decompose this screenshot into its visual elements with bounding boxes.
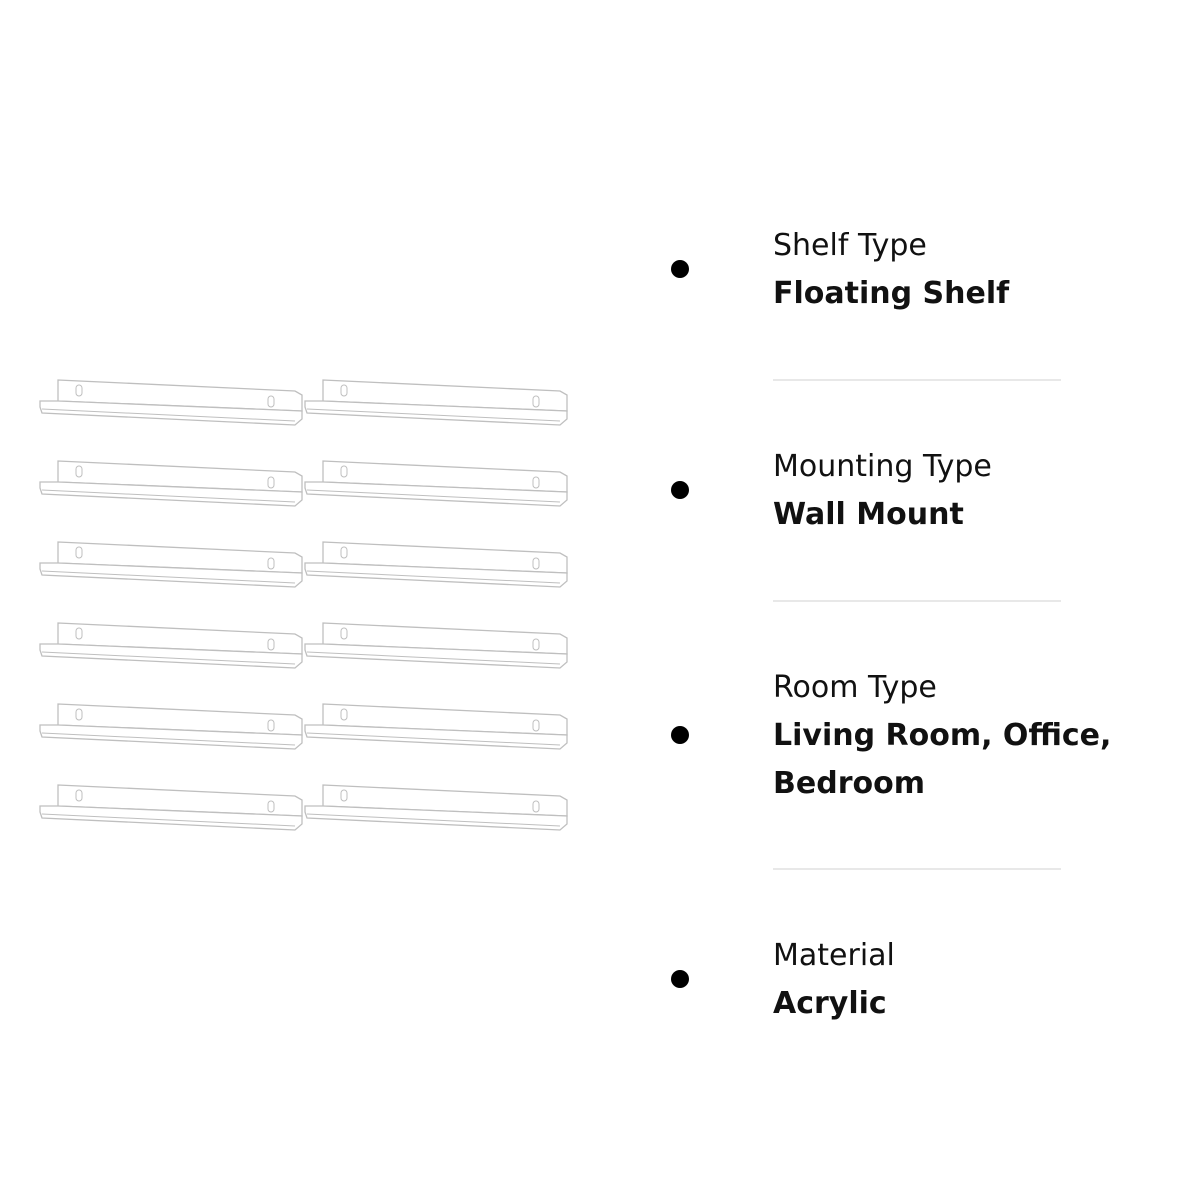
attribute-label: Shelf Type — [773, 228, 927, 263]
shelf-icon — [305, 704, 567, 749]
shelf-icon — [305, 785, 567, 830]
shelf-icon — [40, 461, 302, 506]
bullet-icon — [671, 726, 689, 744]
attribute-value: Floating Shelf — [773, 276, 1010, 311]
shelf-icon — [40, 704, 302, 749]
divider — [773, 600, 1061, 602]
attribute-label: Material — [773, 938, 895, 973]
shelf-icon — [40, 785, 302, 830]
shelf-icon — [305, 380, 567, 425]
shelf-icon — [40, 380, 302, 425]
shelf-icon — [40, 542, 302, 587]
product-image-shelves — [30, 360, 590, 850]
shelf-icon — [305, 542, 567, 587]
attribute-shelf-type — [660, 222, 1180, 322]
attribute-value-line-1: Living Room, Office, — [773, 718, 1112, 753]
attribute-mounting-type — [660, 443, 1180, 543]
attribute-value: Wall Mount — [773, 497, 964, 532]
acrylic-shelves-illustration — [30, 360, 590, 850]
divider — [773, 379, 1061, 381]
attribute-label: Mounting Type — [773, 449, 992, 484]
bullet-icon — [671, 481, 689, 499]
attribute-material — [660, 932, 1180, 1032]
bullet-icon — [671, 970, 689, 988]
shelf-icon — [305, 623, 567, 668]
divider — [773, 868, 1061, 870]
attribute-value-line-2: Bedroom — [773, 766, 925, 801]
shelf-icon — [305, 461, 567, 506]
bullet-icon — [671, 260, 689, 278]
attribute-value: Acrylic — [773, 986, 887, 1021]
attribute-label: Room Type — [773, 670, 937, 705]
shelf-icon — [40, 623, 302, 668]
attribute-room-type — [660, 664, 1180, 814]
